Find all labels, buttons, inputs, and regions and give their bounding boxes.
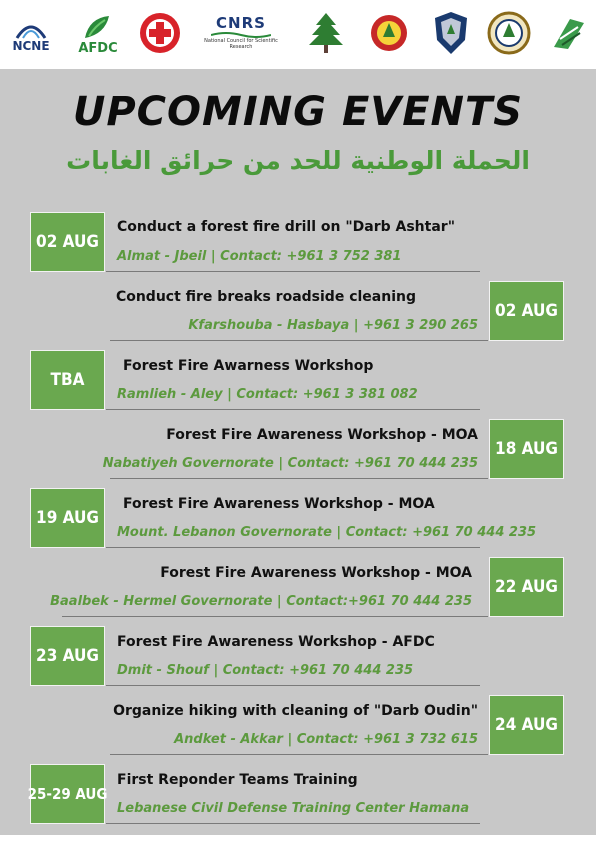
afdc-logo — [74, 8, 122, 58]
event-divider — [106, 547, 480, 548]
event-detail: Ramlieh - Aley | Contact: +961 3 381 082 — [117, 387, 418, 402]
shield-icon — [431, 10, 471, 56]
event-divider — [106, 409, 480, 410]
event-detail: Baalbek - Hermel Governorate | Contact:+961 70 444 235 — [50, 594, 472, 609]
event-date: TBA — [30, 350, 105, 410]
civil-defense-logo — [366, 8, 412, 58]
cedar-ministry-logo — [303, 8, 349, 58]
ribbon-icon — [550, 13, 588, 53]
event-divider — [106, 271, 480, 272]
red-cross-logo — [137, 8, 183, 58]
forest-emblem-logo — [486, 8, 532, 58]
event-detail: Nabatiyeh Governorate | Contact: +961 70 444 235 — [102, 456, 478, 471]
event-title: Organize hiking with cleaning of "Darb Oudin" — [113, 703, 478, 719]
ncne-logo — [8, 8, 54, 58]
forest-seal-icon — [487, 11, 531, 55]
cnrs-logo — [192, 8, 290, 58]
event-date: 22 AUG — [489, 557, 564, 617]
ncne-logo-text: NCNE — [12, 39, 50, 53]
event-title: Conduct fire breaks roadside cleaning — [115, 289, 416, 305]
event-detail: Mount. Lebanon Governorate | Contact: +961 70 444 235 — [117, 525, 537, 540]
event-divider — [110, 754, 488, 755]
partner-logos — [0, 0, 596, 68]
event-title: Forest Fire Awareness Workshop - AFDC — [117, 634, 435, 650]
event-date: 18 AUG — [489, 419, 564, 479]
event-date: 23 AUG — [30, 626, 105, 686]
event-title: Forest Fire Awareness Workshop - MOA — [123, 496, 435, 512]
event-date: 25-29 AUG — [30, 764, 105, 824]
civil-defense-emblem-icon — [369, 11, 409, 55]
event-date: 02 AUG — [489, 281, 564, 341]
event-title: Forest Fire Awarness Workshop — [123, 358, 374, 374]
afdc-logo-text: AFDC — [78, 40, 118, 56]
red-cross-icon — [139, 12, 181, 54]
event-title: Forest Fire Awareness Workshop - MOA — [166, 427, 478, 443]
event-detail: Andket - Akkar | Contact: +961 3 732 615 — [174, 732, 478, 747]
event-title: First Reponder Teams Training — [117, 772, 358, 788]
green-ribbon-logo — [548, 8, 590, 58]
ncne-emblem-icon — [11, 14, 51, 40]
page-subtitle: الحملة الوطنية للحد من حرائق الغابات — [66, 146, 530, 175]
event-divider — [110, 478, 488, 479]
event-divider — [106, 823, 480, 824]
cnrs-logo-subtitle: National Council for Scientific Research — [204, 38, 278, 50]
event-divider — [110, 340, 488, 341]
cedar-tree-icon — [306, 11, 346, 55]
event-detail: Kfarshouba - Hasbaya | +961 3 290 265 — [188, 318, 478, 333]
security-emblem-logo — [428, 8, 474, 58]
page-title: UPCOMING EVENTS — [72, 89, 524, 135]
event-detail: Dmit - Shouf | Contact: +961 70 444 235 — [117, 663, 414, 678]
cnrs-logo-text: CNRS — [216, 14, 266, 32]
event-title: Forest Fire Awareness Workshop - MOA — [160, 565, 472, 581]
event-divider — [62, 616, 488, 617]
event-detail: Almat - Jbeil | Contact: +961 3 752 381 — [117, 249, 402, 264]
tree-icon — [81, 12, 115, 42]
event-divider — [106, 685, 480, 686]
event-detail: Lebanese Civil Defense Training Center Hamana — [117, 801, 470, 816]
event-date: 24 AUG — [489, 695, 564, 755]
event-date: 19 AUG — [30, 488, 105, 548]
event-date: 02 AUG — [30, 212, 105, 272]
event-title: Conduct a forest fire drill on "Darb Ashtar" — [117, 219, 455, 235]
